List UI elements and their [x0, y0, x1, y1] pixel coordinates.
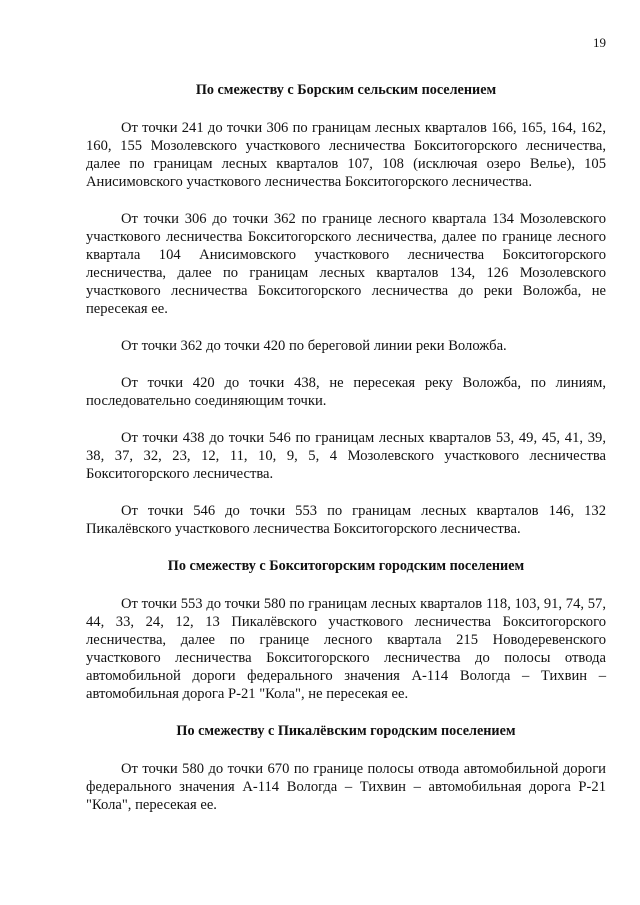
paragraph: От точки 438 до точки 546 по границам лесных кварталов 53, 49, 45, 41, 39, 38, 37, 32, 23, 12, 11, 10, 9, 5, 4 Мозолевского участкового лесничества Бокситогорского лесничества. — [86, 430, 606, 482]
section-heading-boksitogorsk: По смежеству с Бокситогорским городским поселением — [167, 558, 525, 574]
section-heading-borsk: По смежеству с Борским сельским поселением — [195, 82, 497, 98]
paragraph: От точки 420 до точки 438, не пересекая реку Воложба, по линиям, последовательно соединяющим точки. — [86, 375, 606, 409]
page-number: 19 — [593, 35, 606, 50]
paragraph: От точки 580 до точки 670 по границе полосы отвода автомобильной дороги федерального значения А-114 Вологда – Тихвин – автомобильная дорога Р-21 "Кола", пересекая ее. — [86, 761, 606, 813]
paragraph: От точки 241 до точки 306 по границам лесных кварталов 166, 165, 164, 162, 160, 155 Мозолевского участкового лесничества Бокситогорского лесничества, далее по границам лесных кварталов 107, 108 (исключая озеро Велье), 105 Анисимовского участкового лесничества Бокситогорского лесничества. — [86, 120, 606, 190]
document-body — [86, 81, 606, 833]
section-heading-pikalevo: По смежеству с Пикалёвским городским поселением — [176, 723, 516, 739]
paragraph: От точки 306 до точки 362 по границе лесного квартала 134 Мозолевского участкового лесничества Бокситогорского лесничества, далее по границе лесного квартала 104 Анисимовского участкового лесничества Бокситогорского лесничества, далее по границам лесных кварталов 134, 126 Мозолевского участкового лесничества Бокситогорского лесничества до реки Воложба, не пересекая ее. — [86, 211, 606, 317]
paragraph: От точки 362 до точки 420 по береговой линии реки Воложба. — [121, 338, 507, 354]
paragraph: От точки 546 до точки 553 по границам лесных кварталов 146, 132 Пикалёвского участкового лесничества Бокситогорского лесничества. — [86, 503, 606, 537]
paragraph: От точки 553 до точки 580 по границам лесных кварталов 118, 103, 91, 74, 57, 44, 33, 24, 12, 13 Пикалёвского участкового лесничества Бокситогорского лесничества, далее по границе лесного квартала 215 Новодеревенского участкового лесничества Бокситогорского лесничества до полосы отвода автомобильной дороги федерального значения А-114 Вологда – Тихвин – автомобильная дорога Р-21 "Кола", не пересекая ее. — [86, 596, 606, 702]
